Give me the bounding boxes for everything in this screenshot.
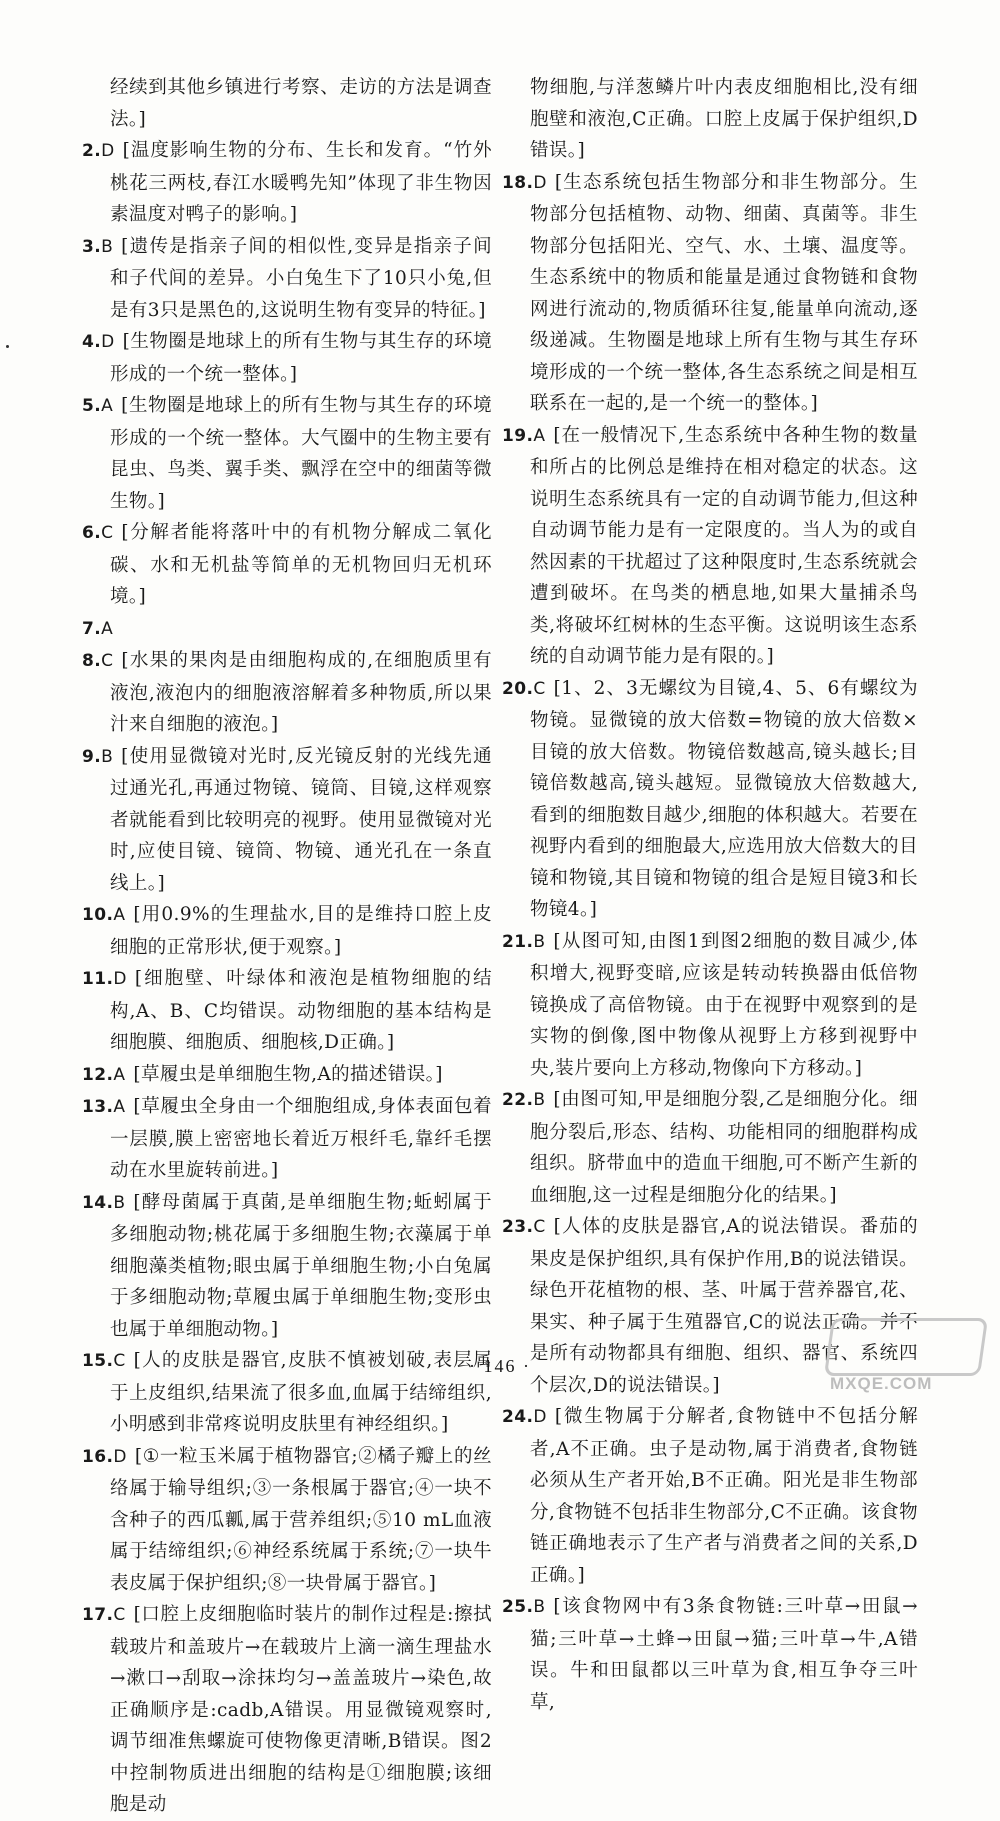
answer-item	[82, 1441, 492, 1600]
answer-letter: A	[113, 1097, 126, 1117]
question-number: 15.	[82, 1351, 114, 1371]
answer-item	[82, 326, 492, 390]
question-number: 24.	[502, 1407, 534, 1427]
answer-item	[502, 1401, 918, 1591]
question-number: 14.	[82, 1192, 114, 1213]
answer-item	[82, 135, 492, 231]
answer-item	[82, 899, 492, 963]
answer-letter: A	[533, 425, 546, 446]
explanation-text: [生物圈是地球上的所有生物与其生存的环境形成的一个统一整体。大气圈中的生物主要有昆虫、鸟类、翼手类、飘浮在空中的细菌等微生物。]	[110, 395, 492, 512]
answer-item	[502, 1084, 918, 1211]
explanation-text: [用0.9%的生理盐水,目的是维持口腔上皮细胞的正常形状,便于观察。]	[110, 904, 492, 958]
answer-item	[82, 517, 492, 613]
answer-letter: D	[533, 172, 547, 193]
question-number: 11.	[82, 969, 114, 989]
question-number: 20.	[502, 678, 534, 699]
margin-mark	[6, 345, 9, 348]
explanation-text: [草履虫是单细胞生物,A的描述错误。]	[133, 1063, 443, 1085]
question-number: 10.	[82, 905, 114, 925]
answer-letter: A	[101, 396, 114, 416]
question-number: 25.	[502, 1597, 534, 1617]
question-number: 13.	[82, 1097, 114, 1117]
explanation-text: [从图可知,由图1到图2细胞的数目减少,体积增大,视野变暗,应该是转动转换器由低倍物镜换成了高倍物镜。由于在视野中观察到的是实物的倒像,图中物像从视野上方移到视野中央,装片要向上方移动,物像向下方移动。]	[530, 930, 918, 1079]
answer-letter: B	[113, 1192, 126, 1213]
explanation-text: 经续到其他乡镇进行考察、走访的方法是调查法。]	[110, 77, 492, 130]
explanation-text: [人体的皮肤是器官,A的说法错误。番茄的果皮是保护组织,具有保护作用,B的说法错误。绿色开花植物的根、茎、叶属于营养器官,花、果实、种子属于生殖器官,C的说法正确。并不是所有动物都具有细胞、组织、器官、系统四个层次,D的说法错误。]	[530, 1216, 918, 1396]
continued-text	[110, 72, 492, 135]
answer-item	[82, 613, 492, 646]
answer-item	[82, 390, 492, 517]
answer-letter: B	[101, 746, 114, 767]
answer-item	[502, 926, 918, 1085]
question-number: 5.	[82, 396, 102, 416]
explanation-text: [温度影响生物的分布、生长和发育。“竹外桃花三两枝,春江水暖鸭先知”体现了非生物因素温度对鸭子的影响。]	[110, 140, 492, 225]
question-number: 17.	[82, 1605, 114, 1625]
explanation-text: 物细胞,与洋葱鳞片叶内表皮细胞相比,没有细胞壁和液泡,C正确。口腔上皮属于保护组织,D错误。]	[530, 77, 918, 161]
question-number: 4.	[82, 332, 102, 352]
answer-item	[82, 741, 492, 900]
page-number: · 146 ·	[469, 1356, 531, 1376]
answer-item	[502, 1591, 918, 1718]
answer-letter: D	[113, 969, 127, 989]
question-number: 7.	[82, 618, 102, 639]
explanation-text: [在一般情况下,生态系统中各种生物的数量和所占的比例总是维持在相对稳定的状态。这说明生态系统具有一定的自动调节能力,但这种自动调节能力是有一定限度的。当人为的或自然因素的干扰超过了这种限度时,生态系统就会遭到破坏。在鸟类的栖息地,如果大量捕杀鸟类,将破坏红树林的生态平衡。这说明该生态系统的自动调节能力是有限的。]	[530, 424, 918, 667]
watermark-text: MXQE.COM	[830, 1374, 933, 1393]
answer-letter: D	[533, 1407, 547, 1427]
answer-item	[82, 963, 492, 1059]
watermark-logo-icon	[824, 1318, 988, 1376]
question-number: 19.	[502, 425, 534, 446]
answer-letter: C	[533, 1217, 546, 1237]
answer-item	[502, 167, 918, 420]
answer-letter: A	[113, 905, 126, 925]
explanation-text: [草履虫全身由一个细胞组成,身体表面包着一层膜,膜上密密地长着近万根纤毛,靠纤毛摆动在水里旋转前进。]	[110, 1096, 492, 1181]
answer-letter: B	[533, 1090, 546, 1110]
answer-letter: C	[113, 1605, 126, 1625]
answer-letter: D	[101, 141, 115, 161]
left-column	[82, 72, 492, 1821]
question-number: 2.	[82, 141, 102, 161]
explanation-text: [细胞壁、叶绿体和液泡是植物细胞的结构,A、B、C均错误。动物细胞的基本结构是细胞膜、细胞质、细胞核,D正确。]	[110, 968, 492, 1053]
explanation-text: [该食物网中有3条食物链:三叶草→田鼠→猫;三叶草→土蜂→田鼠→猫;三叶草→牛,A错误。牛和田鼠都以三叶草为食,相互争夺三叶草,	[530, 1596, 918, 1713]
answer-letter: C	[101, 523, 114, 543]
answer-letter: B	[101, 236, 114, 257]
explanation-text: [人的皮肤是器官,皮肤不慎被划破,表层属于上皮组织,结果流了很多血,血属于结缔组织,小明感到非常疼说明皮肤里有神经组织。]	[110, 1350, 492, 1435]
answer-letter: A	[113, 1064, 126, 1085]
question-number: 8.	[82, 651, 102, 671]
explanation-text: [①一粒玉米属于植物器官;②橘子瓣上的丝络属于输导组织;③一条根属于器官;④一块不含种子的西瓜瓤,属于营养组织;⑤10 mL血液属于结缔组织;⑥神经系统属于系统;⑦一块牛表皮属于保护组织;⑧一块骨属于器官。]	[110, 1445, 492, 1594]
watermark	[820, 1318, 990, 1398]
answer-letter: C	[113, 1351, 126, 1371]
answer-item	[82, 1599, 492, 1821]
explanation-text: [生态系统包括生物部分和非生物部分。生物部分包括植物、动物、细菌、真菌等。非生物部分包括阳光、空气、水、土壤、温度等。生态系统中的物质和能量是通过食物链和食物网进行流动的,物质循环往复,能量单向流动,逐级递减。生物圈是地球上所有生物与其生存环境形成的一个统一整体,各生态系统之间是相互联系在一起的,是一个统一的整体。]	[530, 171, 918, 414]
question-number: 12.	[82, 1064, 114, 1085]
question-number: 21.	[502, 931, 534, 952]
question-number: 23.	[502, 1217, 534, 1237]
explanation-text: [使用显微镜对光时,反光镜反射的光线先通过通光孔,再通过物镜、镜筒、目镜,这样观察者就能看到比较明亮的视野。使用显微镜对光时,应使目镜、镜筒、物镜、通光孔在一条直线上。]	[110, 745, 492, 894]
continued-text	[530, 72, 918, 167]
explanation-text: [由图可知,甲是细胞分裂,乙是细胞分化。细胞分裂后,形态、结构、功能相同的细胞群构成组织。脐带血中的造血干细胞,可不断产生新的血细胞,这一过程是细胞分化的结果。]	[530, 1089, 918, 1206]
answer-letter: C	[101, 651, 114, 671]
explanation-text: [遗传是指亲子间的相似性,变异是指亲子间和子代间的差异。小白兔生下了10只小兔,但是有3只是黑色的,这说明生物有变异的特征。]	[110, 235, 492, 321]
answer-item	[502, 673, 918, 926]
question-number: 6.	[82, 523, 102, 543]
right-column	[502, 72, 918, 1718]
answer-item	[82, 1187, 492, 1346]
answer-item	[82, 231, 492, 327]
answer-item	[82, 645, 492, 741]
answer-letter: B	[533, 931, 546, 952]
answer-letter: D	[101, 332, 115, 352]
answer-letter: D	[113, 1446, 127, 1467]
explanation-text: [1、2、3无螺纹为目镜,4、5、6有螺纹为物镜。显微镜的放大倍数=物镜的放大倍数×目镜的放大倍数。物镜倍数越高,镜头越长;目镜倍数越高,镜头越短。显微镜放大倍数越大,看到的细胞数目越少,细胞的体积越大。若要在视野内看到的细胞最大,应选用放大倍数大的目镜和物镜,其目镜和物镜的组合是短目镜3和长物镜4。]	[530, 677, 918, 920]
explanation-text: [口腔上皮细胞临时装片的制作过程是:擦拭载玻片和盖玻片→在载玻片上滴一滴生理盐水→漱口→刮取→涂抹均匀→盖盖玻片→染色,故正确顺序是:cadb,A错误。用显微镜观察时,调节细准焦螺旋可使物像更清晰,B错误。图2中控制物质进出细胞的结构是①细胞膜;该细胞是动	[110, 1604, 492, 1815]
answer-letter: A	[101, 618, 114, 639]
answer-letter: C	[533, 678, 546, 699]
question-number: 18.	[502, 172, 534, 193]
answer-item	[82, 1059, 492, 1092]
explanation-text: [分解者能将落叶中的有机物分解成二氧化碳、水和无机盐等简单的无机物回归无机环境。]	[110, 522, 492, 607]
explanation-text: [生物圈是地球上的所有生物与其生存的环境形成的一个统一整体。]	[110, 331, 492, 385]
explanation-text: [水果的果肉是由细胞构成的,在细胞质里有液泡,液泡内的细胞液溶解着多种物质,所以果汁来自细胞的液泡。]	[110, 650, 492, 735]
question-number: 22.	[502, 1090, 534, 1110]
question-number: 16.	[82, 1446, 114, 1467]
answer-item	[82, 1091, 492, 1187]
explanation-text: [微生物属于分解者,食物链中不包括分解者,A不正确。虫子是动物,属于消费者,食物链必须从生产者开始,B不正确。阳光是非生物部分,食物链不包括非生物部分,C不正确。该食物链正确地表示了生产者与消费者之间的关系,D正确。]	[530, 1406, 918, 1586]
question-number: 9.	[82, 746, 102, 767]
question-number: 3.	[82, 236, 102, 257]
answer-letter: B	[533, 1597, 546, 1617]
answer-item	[502, 420, 918, 673]
explanation-text: [酵母菌属于真菌,是单细胞生物;蚯蚓属于多细胞动物;桃花属于多细胞生物;衣藻属于单细胞藻类植物;眼虫属于单细胞生物;小白兔属于多细胞动物;草履虫属于单细胞生物;变形虫也属于单细胞动物。]	[110, 1191, 492, 1340]
